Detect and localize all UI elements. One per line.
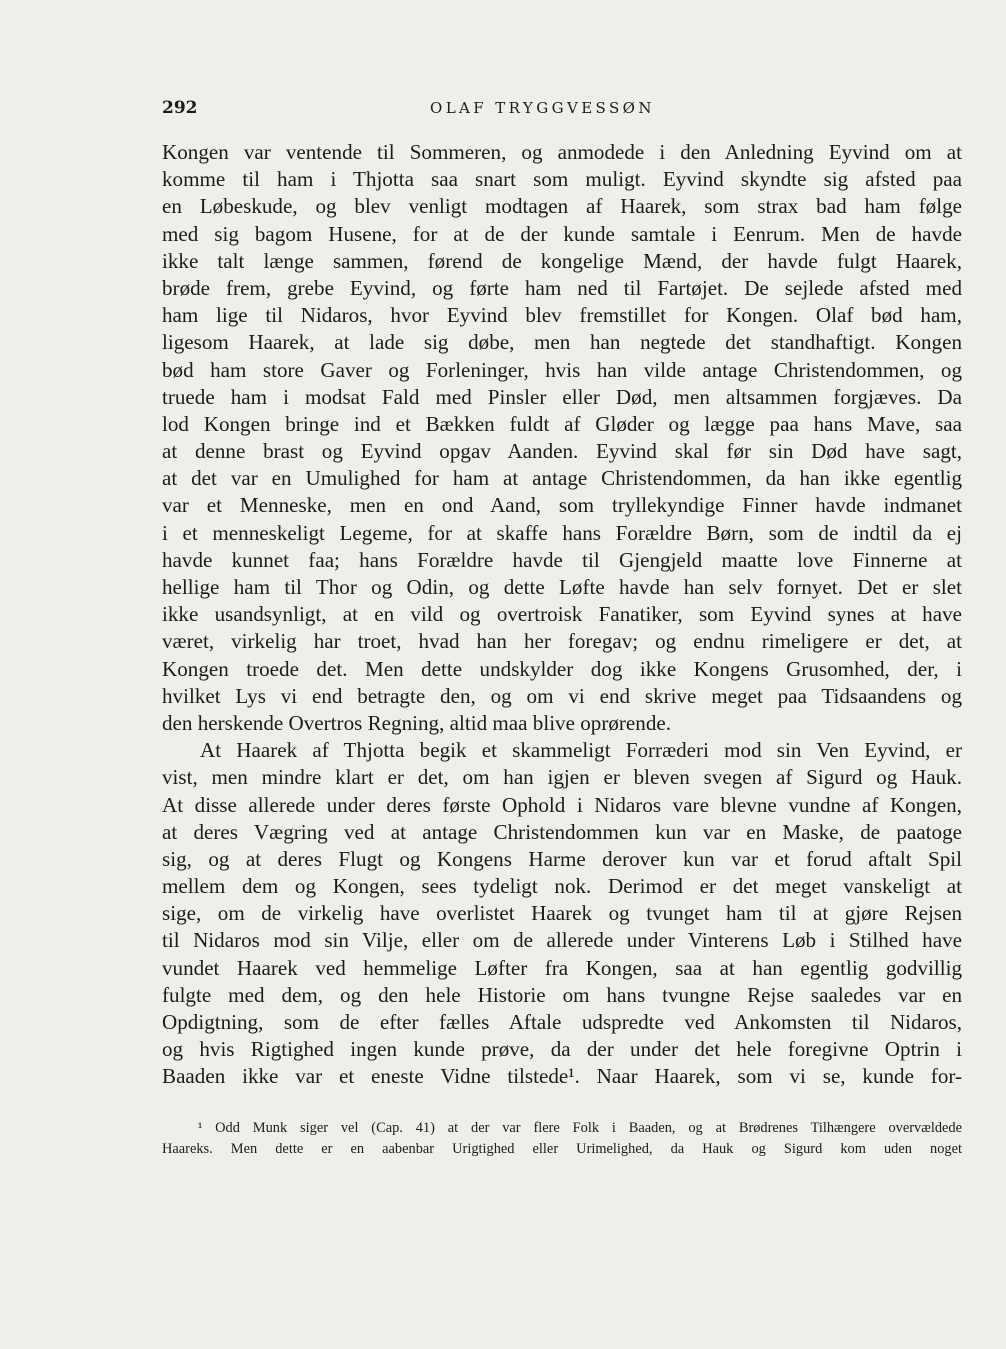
page-header xyxy=(162,98,962,126)
text-line: hellige ham til Thor og Odin, og dette Løfte havde han selv fornyet. Det er slet xyxy=(162,575,962,599)
text-line: vist, men mindre klart er det, om han igjen er bleven svegen af Sigurd og Hauk. xyxy=(162,765,962,790)
text-line: mellem dem og Kongen, sees tydeligt nok. Derimod er det meget vanskeligt at xyxy=(162,874,962,899)
page-number: 292 xyxy=(162,98,198,118)
text-line: i et menneskeligt Legeme, for at skaffe hans Forældre Børn, som de indtil da ej xyxy=(162,520,962,545)
text-line: At disse allerede under deres første Ophold i Nidaros vare blevne vundne af Kongen, xyxy=(162,792,962,817)
text-line: havde kunnet faa; hans Forældre havde til Gjengjeld maatte love Finnerne at xyxy=(162,547,962,572)
text-line: sige, om de virkelig have overlistet Haarek og tvunget ham til at gjøre Rejsen xyxy=(162,901,962,926)
text-line: at denne brast og Eyvind opgav Aanden. Eyvind skal før sin Død have sagt, xyxy=(162,439,962,464)
footnotes xyxy=(162,1118,962,1160)
text-line: og hvis Rigtighed ingen kunde prøve, da der under det hele foregivne Optrin i xyxy=(162,1037,962,1062)
text-line: været, virkelig har troet, hvad han her foregav; og endnu rimeligere er det, at xyxy=(162,629,962,654)
text-line: lod Kongen bringe ind et Bækken fuldt af Gløder og lægge paa hans Mave, saa xyxy=(162,411,962,436)
text-line: hvilket Lys vi end betragte den, og om vi end skrive meget paa Tidsaandens og xyxy=(162,683,962,708)
text-line: vundet Haarek ved hemmelige Løfter fra Kongen, saa at han egentlig godvillig xyxy=(162,955,962,980)
text-line: Opdigtning, som de efter fælles Aftale udspredte ved Ankomsten til Nidaros, xyxy=(162,1010,962,1034)
text-line-paragraph-end: den herskende Overtros Regning, altid maa blive oprørende. xyxy=(162,710,672,735)
text-line: sig, og at deres Flugt og Kongens Harme derover kun var et forud aftalt Spil xyxy=(162,846,962,871)
text-line: komme til ham i Thjotta saa snart som muligt. Eyvind skyndte sig afsted paa xyxy=(162,167,962,192)
text-line: Kongen var ventende til Sommeren, og anmodede i den Anledning Eyvind om at xyxy=(162,140,962,164)
body-text xyxy=(162,139,962,1091)
text-line-paragraph-start: At Haarek af Thjotta begik et skammeligt Forræderi mod sin Ven Eyvind, er xyxy=(200,738,962,763)
text-line: ligesom Haarek, at lade sig døbe, men han negtede det standhaftigt. Kongen xyxy=(162,330,962,355)
text-line: at deres Vægring ved at antage Christendommen kun var en Maske, de paatoge xyxy=(162,819,962,844)
text-line: bød ham store Gaver og Forleninger, hvis han vilde antage Christendommen, og xyxy=(162,357,962,382)
text-line: ikke usandsynligt, at en vild og overtroisk Fanatiker, som Eyvind synes at have xyxy=(162,602,962,627)
running-title: OLAF TRYGGVESSØN xyxy=(430,99,655,117)
text-line: ham lige til Nidaros, hvor Eyvind blev fremstillet for Kongen. Olaf bød ham, xyxy=(162,303,962,328)
text-line: brøde frem, grebe Eyvind, og førte ham ned til Fartøjet. De sejlede afsted med xyxy=(162,275,962,300)
text-line: Baaden ikke var et eneste Vidne tilstede¹. Naar Haarek, som vi se, kunde for- xyxy=(162,1064,962,1089)
text-line: til Nidaros mod sin Vilje, eller om de allerede under Vinterens Løb i Stilhed have xyxy=(162,928,962,953)
footnote-line: Haareks. Men dette er en aabenbar Urigtighed eller Urimelighed, da Hauk og Sigurd kom uden noget xyxy=(162,1141,962,1157)
text-line: var et Menneske, men en ond Aand, som tryllekyndige Finner havde indmanet xyxy=(162,493,962,518)
text-line: en Løbeskude, og blev venligt modtagen af Haarek, som strax bad ham følge xyxy=(162,194,962,219)
footnote-line: ¹ Odd Munk siger vel (Cap. 41) at der var flere Folk i Baaden, og at Brødrenes Tilhængere overvældede xyxy=(198,1120,962,1136)
text-line: ikke talt længe sammen, førend de kongelige Mænd, der havde fulgt Haarek, xyxy=(162,248,962,273)
text-line: fulgte med dem, og den hele Historie om hans tvungne Rejse saaledes var en xyxy=(162,982,962,1007)
text-line: truede ham i modsat Fald med Pinsler eller Død, men altsammen forgjæves. Da xyxy=(162,384,962,409)
text-line: at det var en Umulighed for ham at antage Christendommen, da han ikke egentlig xyxy=(162,466,962,491)
text-line: Kongen troede det. Men dette undskylder dog ikke Kongens Grusomhed, der, i xyxy=(162,656,962,681)
text-line: med sig bagom Husene, for at de der kunde samtale i Eenrum. Men de havde xyxy=(162,221,962,246)
